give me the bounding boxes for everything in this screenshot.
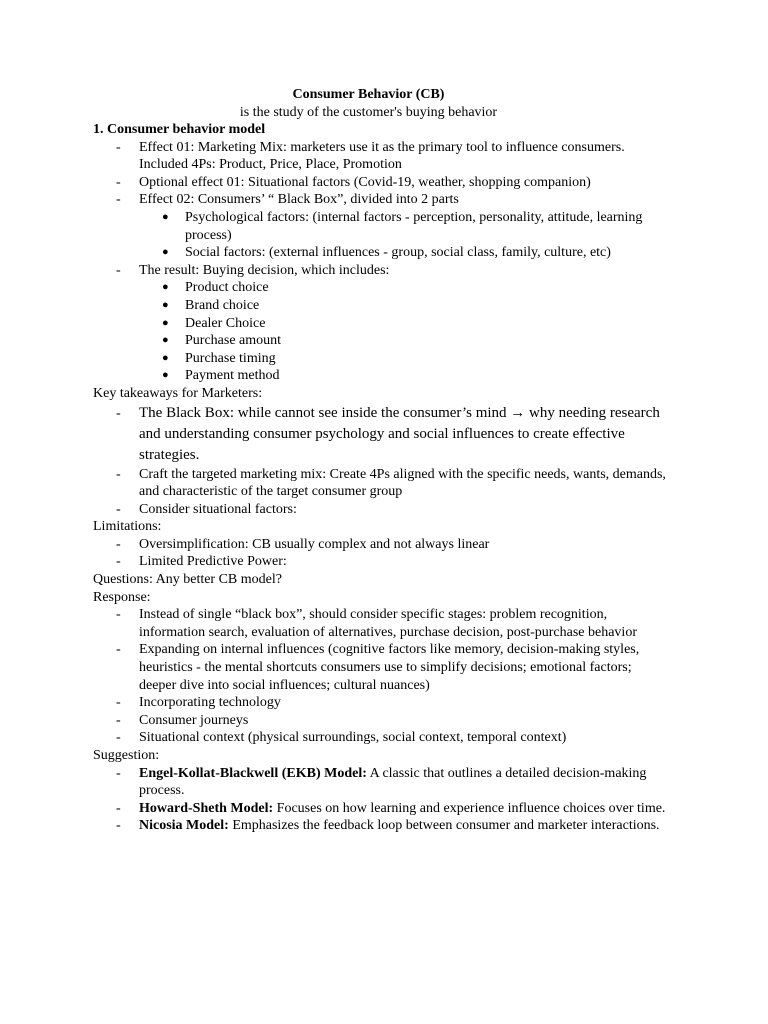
list-item-text: The result: Buying decision, which includes: xyxy=(139,262,390,278)
bullet-marker: ● xyxy=(162,334,169,347)
list-item-optional-effect xyxy=(93,174,679,192)
document-body xyxy=(93,86,693,835)
list-item-nicosia xyxy=(93,817,679,835)
model-name: Nicosia Model: xyxy=(139,818,229,834)
list-item-text xyxy=(139,800,679,818)
list-item-text: Instead of single “black box”, should consider specific stages: problem recognition, xyxy=(139,607,608,623)
sub-item-result xyxy=(93,315,681,333)
list-item-text: Limited Predictive Power: xyxy=(139,554,287,570)
sub-item-result xyxy=(93,297,681,315)
sub-item-result xyxy=(93,350,681,368)
list-item-technology xyxy=(93,694,679,712)
dash-marker: - xyxy=(116,818,121,834)
model-description: Focuses on how learning and experience influence choices over time. xyxy=(273,800,666,816)
dash-marker: - xyxy=(116,800,121,816)
list-item-journeys xyxy=(93,712,679,730)
dash-marker: - xyxy=(116,765,121,781)
list-item-text: Effect 02: Consumers’ “ Black Box”, divided into 2 parts xyxy=(139,192,459,208)
sub-item-text: Product choice xyxy=(185,280,269,296)
model-description: Emphasizes the feedback loop between consumer and marketer interactions. xyxy=(228,818,660,834)
list-item-ekb xyxy=(93,765,679,800)
sub-item-text: Social factors: (external influences - group, social class, family, culture, etc) xyxy=(185,245,611,261)
model-description: A classic that outlines a detailed decision-making xyxy=(366,765,647,781)
questions-line: Questions: Any better CB model? xyxy=(93,572,282,588)
list-item-text: Included 4Ps: Product, Price, Place, Promotion xyxy=(139,157,402,173)
bullet-marker: ● xyxy=(162,281,169,294)
list-item-black-box xyxy=(93,403,679,466)
list-item-text: Effect 01: Marketing Mix: marketers use it as the primary tool to influence consumers. xyxy=(139,139,625,155)
sub-item-social xyxy=(93,244,681,262)
bullet-marker: ● xyxy=(162,210,169,223)
dash-marker: - xyxy=(116,554,121,570)
bullet-marker: ● xyxy=(162,298,169,311)
sub-item-text: Psychological factors: (internal factors - perception, personality, attitude, learning xyxy=(185,209,643,225)
list-item-context xyxy=(93,729,679,747)
bullet-marker: ● xyxy=(162,316,169,329)
section-heading-model: 1. Consumer behavior model xyxy=(93,122,266,137)
dash-marker: - xyxy=(116,192,121,208)
sub-item-text: Purchase amount xyxy=(185,333,282,349)
bullet-marker: ● xyxy=(162,369,169,382)
document-title: Consumer Behavior (CB) xyxy=(292,87,445,102)
section-heading-takeaways: Key takeaways for Marketers: xyxy=(93,385,263,401)
list-item-text: Craft the targeted marketing mix: Create 4Ps aligned with the specific needs, wants, demands, xyxy=(139,466,666,482)
dash-marker: - xyxy=(116,695,121,711)
dash-marker: - xyxy=(116,174,121,190)
dash-marker: - xyxy=(116,405,121,421)
list-item-craft xyxy=(93,466,679,501)
sub-item-psychological xyxy=(93,209,681,244)
section-heading-response: Response: xyxy=(93,589,151,605)
list-item-situational xyxy=(93,501,679,519)
list-item-text: Expanding on internal influences (cognitive factors like memory, decision-making styles, xyxy=(139,642,640,658)
sub-item-result xyxy=(93,367,681,385)
list-item-limitation xyxy=(93,553,679,571)
list-item-stages xyxy=(93,606,679,641)
dash-marker: - xyxy=(116,466,121,482)
list-item-effect01 xyxy=(93,139,679,174)
list-item-text: Incorporating technology xyxy=(139,695,281,711)
list-item-text xyxy=(139,817,679,835)
section-heading-suggestion: Suggestion: xyxy=(93,748,160,763)
list-item-text: Optional effect 01: Situational factors (Covid-19, weather, shopping companion) xyxy=(139,174,591,190)
sub-item-text: Payment method xyxy=(185,368,280,384)
sub-item-text: process) xyxy=(185,227,232,243)
bullet-marker: ● xyxy=(162,351,169,364)
sub-item-text: Purchase timing xyxy=(185,350,276,366)
model-name: Engel-Kollat-Blackwell (EKB) Model: xyxy=(139,765,367,781)
list-item-text xyxy=(139,765,679,783)
dash-marker: - xyxy=(116,730,121,746)
list-item-text: deeper dive into social influences; cultural nuances) xyxy=(139,677,430,693)
dash-marker: - xyxy=(116,262,121,278)
list-item-effect02 xyxy=(93,191,679,209)
list-item-internal xyxy=(93,641,679,694)
list-item-text: heuristics - the mental shortcuts consumers use to simplify decisions; emotional factors; xyxy=(139,660,632,676)
list-item-text: and characteristic of the target consumer group xyxy=(139,484,403,500)
dash-marker: - xyxy=(116,642,121,658)
document-subtitle: is the study of the customer's buying behavior xyxy=(239,104,498,120)
list-item-text: information search, evaluation of alternatives, purchase decision, post-purchase behavior xyxy=(139,624,637,640)
list-item-text: and understanding consumer psychology and social influences to create effective xyxy=(139,425,625,442)
dash-marker: - xyxy=(116,536,121,552)
list-item-result xyxy=(93,262,679,280)
list-item-howard xyxy=(93,800,679,818)
list-item-text: process. xyxy=(139,783,185,799)
list-item-text: Oversimplification: CB usually complex and not always linear xyxy=(139,536,490,552)
section-heading-limitations: Limitations: xyxy=(93,519,162,535)
bullet-marker: ● xyxy=(162,246,169,259)
sub-item-result xyxy=(93,332,681,350)
dash-marker: - xyxy=(116,607,121,623)
model-name: Howard-Sheth Model: xyxy=(139,800,274,816)
dash-marker: - xyxy=(116,501,121,517)
dash-marker: - xyxy=(116,139,121,155)
list-item-limitation xyxy=(93,536,679,554)
sub-item-result xyxy=(93,279,681,297)
list-item-text: The Black Box: while cannot see inside the consumer’s mind → why needing research xyxy=(139,404,660,421)
dash-marker: - xyxy=(116,712,121,728)
list-item-text: Consumer journeys xyxy=(139,712,249,728)
list-item-text: Situational context (physical surroundings, social context, temporal context) xyxy=(139,730,567,746)
list-item-text: strategies. xyxy=(139,446,200,463)
sub-item-text: Dealer Choice xyxy=(185,315,266,331)
list-item-text: Consider situational factors: xyxy=(139,501,297,517)
sub-item-text: Brand choice xyxy=(185,297,260,313)
